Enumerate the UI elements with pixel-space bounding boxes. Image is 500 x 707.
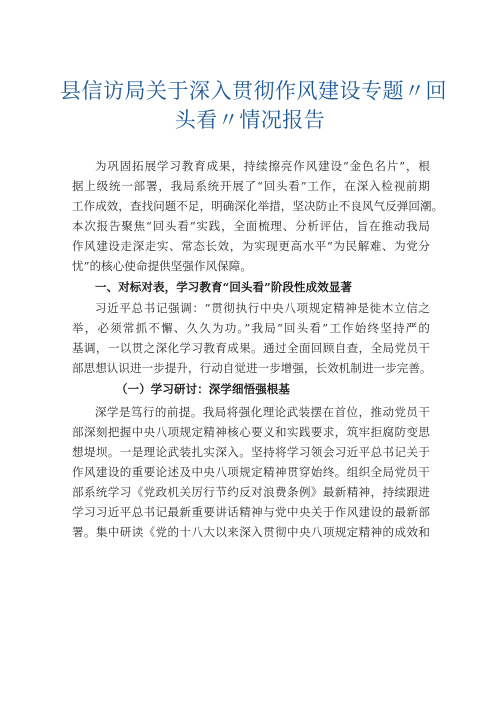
document-title-line-2: 头看〃情况报告 [174,108,326,132]
paragraph-line: 基调，一以贯之深化学习教育成果。通过全面回顾自查，全局党员干 [72,341,430,355]
paragraph-line: 据上级统一部署，我局系统开展了“回头看”工作，在深入检视前期 [72,179,430,193]
paragraph-line: 部系统学习《党政机关厉行节约反对浪费条例》最新精神，持续跟进 [72,485,430,499]
paragraph-line: 想堤坝。一是理论武装扎实深入。坚持将学习领会习近平总书记关于 [72,445,430,459]
paragraph-line: 忧”的核心使命提供坚强作风保障。 [72,259,252,273]
paragraph-line: 部深刻把握中央八项规定精神核心要义和实践要求，筑牢拒腐防变思 [72,425,430,439]
paragraph-line: 为巩固拓展学习教育成果，持续擦亮作风建设“金色名片”，根 [95,159,430,173]
paragraph-line: 学习习近平总书记最新重要讲话精神与党中央关于作风建设的最新部 [72,505,430,519]
subsection-heading: （一）学习研讨：深学细悟强根基 [116,382,290,396]
paragraph-line: 本次报告聚焦“回头看”实践，全面梳理、分析评估，旨在推动我局 [72,219,430,233]
paragraph-line: 部思想认识进一步提升，行动自觉进一步增强，长效机制进一步完善。 [72,361,432,375]
paragraph-line: 署。集中研读《党的十八大以来深入贯彻中央八项规定精神的成效和 [72,525,430,539]
paragraph-line: 工作成效，查找问题不足，明确深化举措，坚决防止不良风气反弹回潮。 [72,199,444,213]
section-heading: 一、对标对表，学习教育“回头看”阶段性成效显著 [95,280,353,294]
paragraph-line: 作风建设的重要论述及中央八项规定精神贯穿始终。组织全局党员干 [72,465,430,479]
paragraph-line: 举，必须常抓不懈、久久为功。”我局“回头看”工作始终坚持严的 [72,321,430,335]
paragraph-line: 作风建设走深走实、常态长效，为实现更高水平“为民解难、为党分 [72,239,430,253]
paragraph-line: 习近平总书记强调：“贯彻执行中央八项规定精神是徙木立信之 [95,301,430,315]
document-title-line-1: 县信访局关于深入贯彻作风建设专题〃回 [60,79,447,103]
paragraph-line: 深学是笃行的前提。我局将强化理论武装摆在首位，推动党员干 [95,405,430,419]
